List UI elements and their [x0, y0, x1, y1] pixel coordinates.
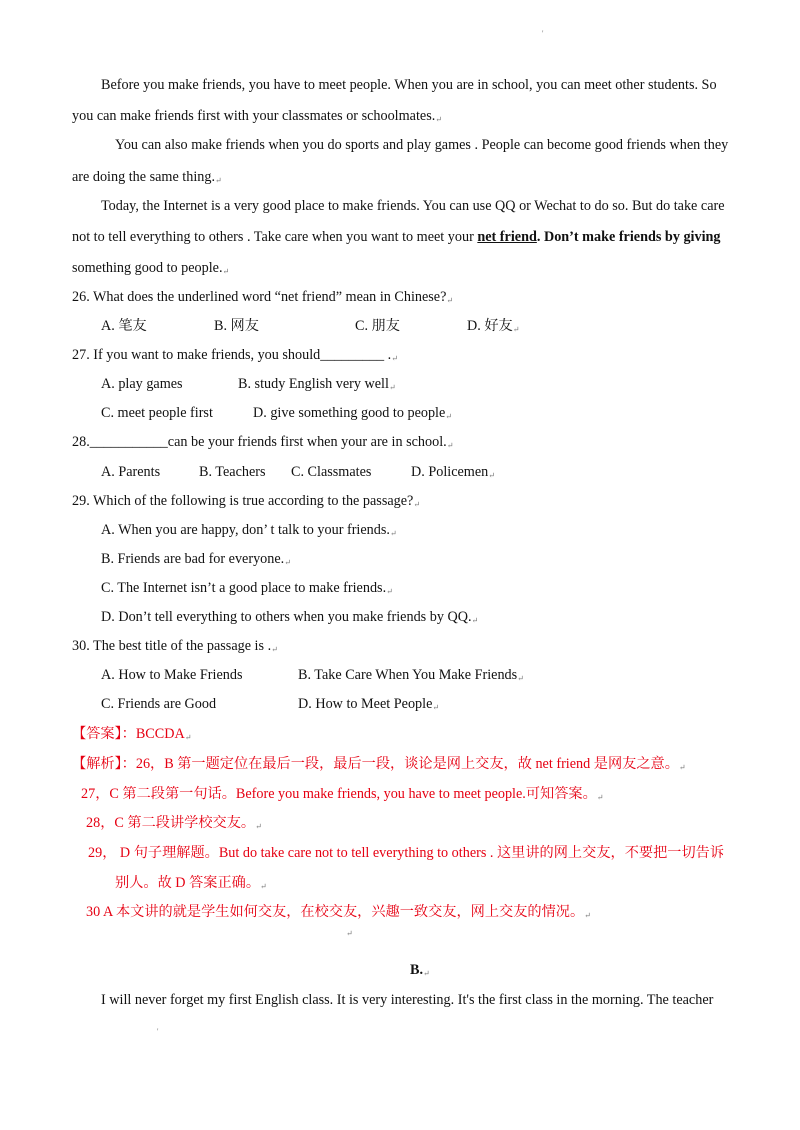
q27-option-b: B. study English very well↵	[238, 376, 396, 392]
q28-option-d: D. Policemen↵	[411, 464, 495, 480]
q26-option-d: D. 好友↵	[467, 318, 520, 334]
passage-p3-line1: Today, the Internet is a very good place to make friends. You can use QQ or Wechat to do so. But do take care	[101, 198, 725, 214]
passage-p1-line2: you can make friends first with your classmates or schoolmates.↵	[72, 108, 442, 124]
section-b-title: B.↵	[410, 962, 430, 978]
answer-label: 【答案】：	[72, 726, 136, 742]
header-mark: '	[542, 29, 544, 38]
q27-option-d: D. give something good to people↵	[253, 405, 452, 421]
q29-option-c: C. The Internet isn’t a good place to make friends.↵	[101, 580, 393, 596]
section-b-paragraph-1: I will never forget my first English class. It is very interesting. It's the first class in the morning. The teacher	[101, 992, 714, 1008]
q28-option-b: B. Teachers	[199, 464, 266, 480]
underlined-net-friend: net friend	[477, 229, 537, 245]
question-28-stem: 28.___________can be your friends first when your are in school.↵	[72, 434, 454, 450]
passage-p2-line2: are doing the same thing.↵	[72, 169, 222, 185]
passage-p3-line3: something good to people.↵	[72, 260, 230, 276]
q26-option-b: B. 网友	[214, 318, 259, 334]
q27-option-c: C. meet people first	[101, 405, 213, 421]
q30-option-b: B. Take Care When You Make Friends↵	[298, 667, 524, 683]
question-29-stem: 29. Which of the following is true according to the passage?↵	[72, 493, 421, 509]
analysis-line-1: 【解析】：26，B 第一题定位在最后一段，最后一段，谈论是网上交友，故 net friend 是网友之意。↵	[72, 756, 686, 772]
question-30-stem: 30. The best title of the passage is .↵	[72, 638, 278, 654]
q26-option-a: A. 笔友	[101, 318, 147, 334]
analysis-label: 【解析】：	[72, 756, 136, 772]
passage-p3-line2: not to tell everything to others . Take care when you want to meet your net friend. Don’t make friends by giving	[72, 229, 721, 245]
q30-option-a: A. How to Make Friends	[101, 667, 243, 683]
footer-mark: '	[157, 1027, 159, 1036]
q27-option-a: A. play games	[101, 376, 183, 392]
q29-option-a: A. When you are happy, don’ t talk to your friends.↵	[101, 522, 397, 538]
q26-option-c: C. 朋友	[355, 318, 400, 334]
blank-line-mark: ↵	[346, 929, 353, 938]
answer-line: 【答案】：BCCDA↵	[72, 726, 192, 742]
question-26-stem: 26. What does the underlined word “net friend” mean in Chinese?↵	[72, 289, 454, 305]
q30-option-c: C. Friends are Good	[101, 696, 217, 712]
passage-p2-line1: You can also make friends when you do sports and play games . People can become good friends when they	[115, 137, 729, 153]
q29-option-d: D. Don’t tell everything to others when you make friends by QQ.↵	[101, 609, 479, 625]
analysis-line-4a: 29， D 句子理解题。But do take care not to tell everything to others . 这里讲的网上交友，不要把一切告诉	[88, 845, 725, 861]
question-27-stem: 27. If you want to make friends, you should_________ .↵	[72, 347, 398, 363]
passage-p1-line1: Before you make friends, you have to meet people. When you are in school, you can meet other students. So	[101, 77, 717, 93]
q29-option-b: B. Friends are bad for everyone.↵	[101, 551, 291, 567]
analysis-line-3: 28，C 第二段讲学校交友。↵	[86, 815, 262, 831]
q30-option-d: D. How to Meet People↵	[298, 696, 440, 712]
analysis-line-4b: 别人。故 D 答案正确。↵	[115, 875, 267, 891]
q28-option-c: C. Classmates	[291, 464, 372, 480]
analysis-line-2: 27，C 第二段第一句话。Before you make friends, you have to meet people.可知答案。↵	[81, 786, 604, 802]
q28-option-a: A. Parents	[101, 464, 161, 480]
analysis-line-5: 30 A 本文讲的就是学生如何交友，在校交友，兴趣一致交友，网上交友的情况。↵	[86, 904, 591, 920]
answer-value: BCCDA	[135, 726, 185, 742]
